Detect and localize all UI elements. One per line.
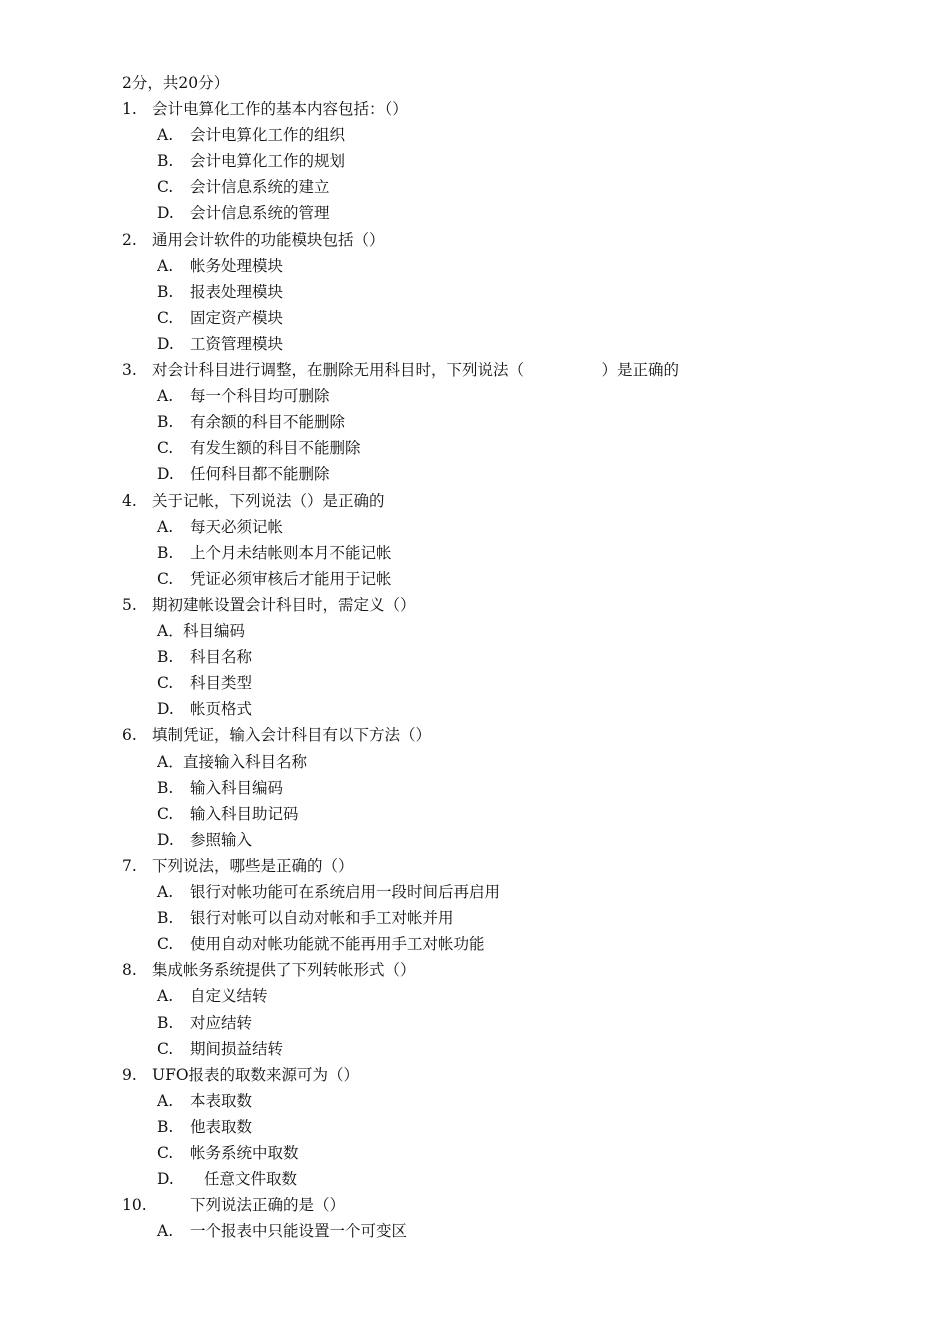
option-text: 帐务系统中取数 [190,1144,299,1162]
question-text: 集成帐务系统提供了下列转帐形式（） [152,961,416,979]
option-text: 凭证必须审核后才能用于记帐 [190,570,392,588]
option-text: 使用自动对帐功能就不能再用手工对帐功能 [190,935,485,953]
option-letter: A． [157,753,184,771]
option-letter: C. [157,674,174,692]
option-text: 帐页格式 [190,700,253,718]
option-text: 本表取数 [190,1092,253,1110]
option-text: 科目名称 [190,648,253,666]
option-letter: C. [157,309,174,327]
option-letter: B. [157,152,174,170]
question-number: 1. [122,100,137,118]
option-letter: B. [157,1118,174,1136]
question-text: 关于记帐，下列说法（）是正确的 [152,492,385,510]
option-letter: B. [157,283,174,301]
option-text: 会计信息系统的建立 [190,178,330,196]
option-text: 对应结转 [190,1014,253,1032]
option-letter: C. [157,1144,174,1162]
option-letter: A． [157,622,184,640]
question-number: 7. [122,857,137,875]
option-text: 报表处理模块 [190,283,284,301]
option-letter: D. [157,465,174,483]
option-text: 工资管理模块 [190,335,284,353]
option-letter: C. [157,178,174,196]
question-text: 下列说法，哪些是正确的（） [152,857,354,875]
option-letter: A. [157,987,174,1005]
question-text: 通用会计软件的功能模块包括（） [152,231,385,249]
option-letter: A. [157,1222,174,1240]
option-text: 期间损益结转 [190,1040,284,1058]
question-text: 会计电算化工作的基本内容包括：（） [152,100,408,118]
option-letter: D. [157,335,174,353]
question-number: 9. [122,1066,137,1084]
option-text: 自定义结转 [190,987,268,1005]
question-text: 填制凭证，输入会计科目有以下方法（） [152,726,432,744]
option-letter: A. [157,257,174,275]
option-letter: C. [157,935,174,953]
question-number: 10. [122,1196,147,1214]
option-text: 固定资产模块 [190,309,284,327]
option-letter: C. [157,570,174,588]
option-letter: C. [157,439,174,457]
question-text: 期初建帐设置会计科目时，需定义（） [152,596,416,614]
option-text: 会计电算化工作的组织 [190,126,346,144]
option-letter: A. [157,1092,174,1110]
option-text: 直接输入科目名称 [183,753,308,771]
option-text: 银行对帐可以自动对帐和手工对帐并用 [190,909,454,927]
option-text: 输入科目助记码 [190,805,299,823]
option-text: 有发生额的科目不能删除 [190,439,361,457]
option-letter: C. [157,1040,174,1058]
question-number: 6. [122,726,137,744]
option-text: 银行对帐功能可在系统启用一段时间后再启用 [190,883,501,901]
option-letter: B. [157,779,174,797]
option-letter: A. [157,387,174,405]
option-letter: A. [157,518,174,536]
question-text: 下列说法正确的是（） [190,1196,346,1214]
option-letter: C. [157,805,174,823]
question-number: 2. [122,231,137,249]
option-letter: D. [157,831,174,849]
question-text: 对会计科目进行调整，在删除无用科目时，下列说法（ ）是正确的 [152,361,680,379]
option-text: 会计电算化工作的规划 [190,152,346,170]
option-text: 输入科目编码 [190,779,284,797]
option-text: 参照输入 [190,831,253,849]
question-number: 8. [122,961,137,979]
section-intro: 2分，共20分） [122,74,230,92]
question-number: 5. [122,596,137,614]
option-letter: A. [157,126,174,144]
option-letter: B. [157,1014,174,1032]
question-number: 3. [122,361,137,379]
option-letter: B. [157,909,174,927]
option-text: 一个报表中只能设置一个可变区 [190,1222,408,1240]
option-text: 科目编码 [183,622,246,640]
option-text: 他表取数 [190,1118,253,1136]
option-text: 会计信息系统的管理 [190,204,330,222]
option-letter: A. [157,883,174,901]
option-letter: D. [157,1170,174,1188]
question-number: 4. [122,492,137,510]
option-text: 每天必须记帐 [190,518,284,536]
option-text: 有余额的科目不能删除 [190,413,346,431]
option-text: 任何科目都不能删除 [190,465,330,483]
option-letter: B. [157,413,174,431]
option-letter: D. [157,204,174,222]
option-letter: D. [157,700,174,718]
option-text: 帐务处理模块 [190,257,284,275]
option-text: 每一个科目均可删除 [190,387,330,405]
question-text: UFO报表的取数来源可为（） [152,1066,360,1084]
option-text: 上个月未结帐则本月不能记帐 [190,544,392,562]
option-letter: B. [157,544,174,562]
option-letter: B. [157,648,174,666]
option-text: 科目类型 [190,674,253,692]
option-text: 任意文件取数 [204,1170,298,1188]
